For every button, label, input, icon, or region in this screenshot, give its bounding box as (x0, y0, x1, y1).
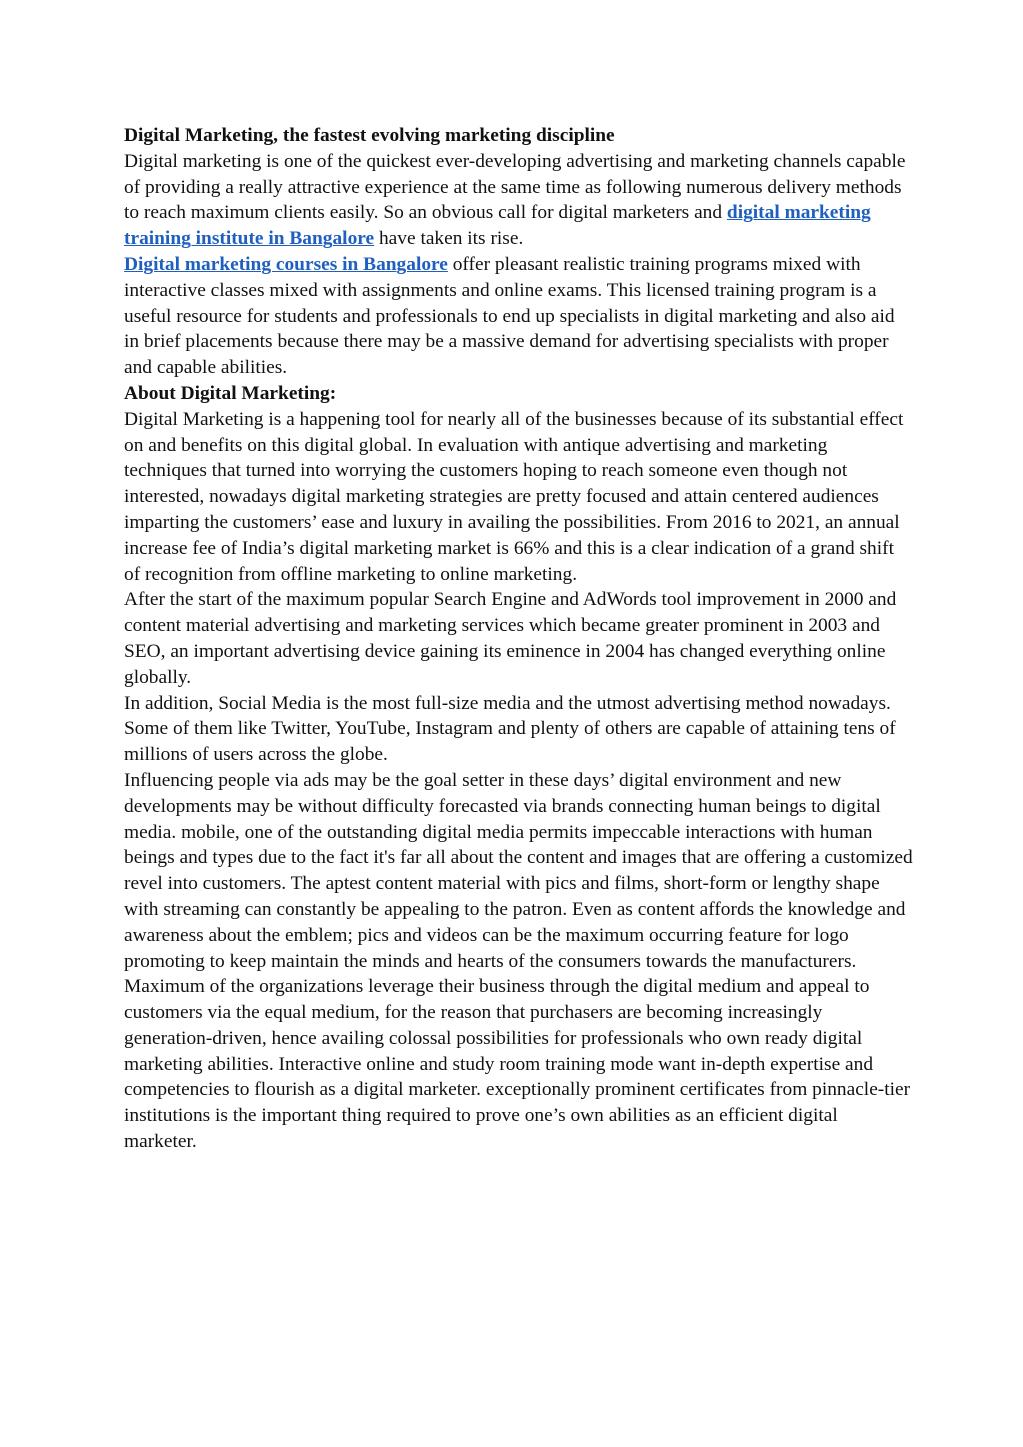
training-institute-link[interactable]: digital marketing training institute in Bangalore (124, 202, 871, 250)
courses-paragraph (124, 252, 914, 381)
intro-paragraph (124, 149, 914, 252)
paragraph-social-media: In addition, Social Media is the most full-size media and the utmost advertising method nowadays. Some of them like Twitter, YouTube, Instagram and plenty of others are capable of attaining tens of millions of users across the globe. (124, 692, 896, 766)
paragraph-history: After the start of the maximum popular Search Engine and AdWords tool improvement in 2000 and content material advertising and marketing services which became greater prominent in 2003 and SEO, an important advertising device gaining its eminence in 2004 has changed everything online globally. (124, 589, 897, 688)
courses-link[interactable]: Digital marketing courses in Bangalore (124, 253, 448, 275)
paragraph-organizations: Maximum of the organizations leverage their business through the digital medium and appeal to customers via the equal medium, for the reason that purchasers are becoming increasingly generation-driven, hence availing colossal possibilities for professionals who own ready digital marketing abilities. Interactive online and study room training mode want in-depth expertise and competencies to flourish as a digital marketer. exceptionally prominent certificates from pinnacle-tier institutions is the important thing required to prove one’s own abilities as an efficient digital marketer. (124, 976, 911, 1153)
paragraph-influencing: Influencing people via ads may be the goal setter in these days’ digital environment and new developments may be without difficulty forecasted via brands connecting human beings to digital media. mobile, one of the outstanding digital media permits impeccable interactions with human beings and types due to the fact it's far all about the content and images that are offering a customized revel into customers. The aptest content material with pics and films, short-form or lengthy shape with streaming can constantly be appealing to the patron. Even as content affords the knowledge and awareness about the emblem; pics and videos can be the maximum occurring feature for logo promoting to keep maintain the minds and hearts of the consumers towards the manufacturers. (124, 769, 913, 972)
about-heading: About Digital Marketing: (124, 382, 337, 404)
courses-text: offer pleasant realistic training programs mixed with interactive classes mixed with assignments and online exams. This licensed training program is a useful resource for students and professionals to end up specialists in digital marketing and also aid in brief placements because there may be a massive demand for advertising specialists with proper and capable abilities. (124, 253, 895, 379)
document-page (124, 123, 914, 1155)
intro-text: Digital marketing is one of the quickest ever-developing advertising and marketing channels capable of providing a really attractive experience at the same time as following numerous delivery methods to reach maximum clients easily. So an obvious call for digital marketers and (124, 150, 906, 224)
paragraph-benefits: Digital Marketing is a happening tool for nearly all of the businesses because of its substantial effect on and benefits on this digital global. In evaluation with antique advertising and marketing techniques that turned into worrying the customers hoping to reach someone even though not interested, nowadays digital marketing strategies are pretty focused and attain centered audiences imparting the customers’ ease and luxury in availing the possibilities. From 2016 to 2021, an annual increase fee of India’s digital marketing market is 66% and this is a clear indication of a grand shift of recognition from offline marketing to online marketing. (124, 408, 904, 585)
intro-text-end: have taken its rise. (374, 228, 524, 250)
document-title: Digital Marketing, the fastest evolving marketing discipline (124, 125, 615, 146)
